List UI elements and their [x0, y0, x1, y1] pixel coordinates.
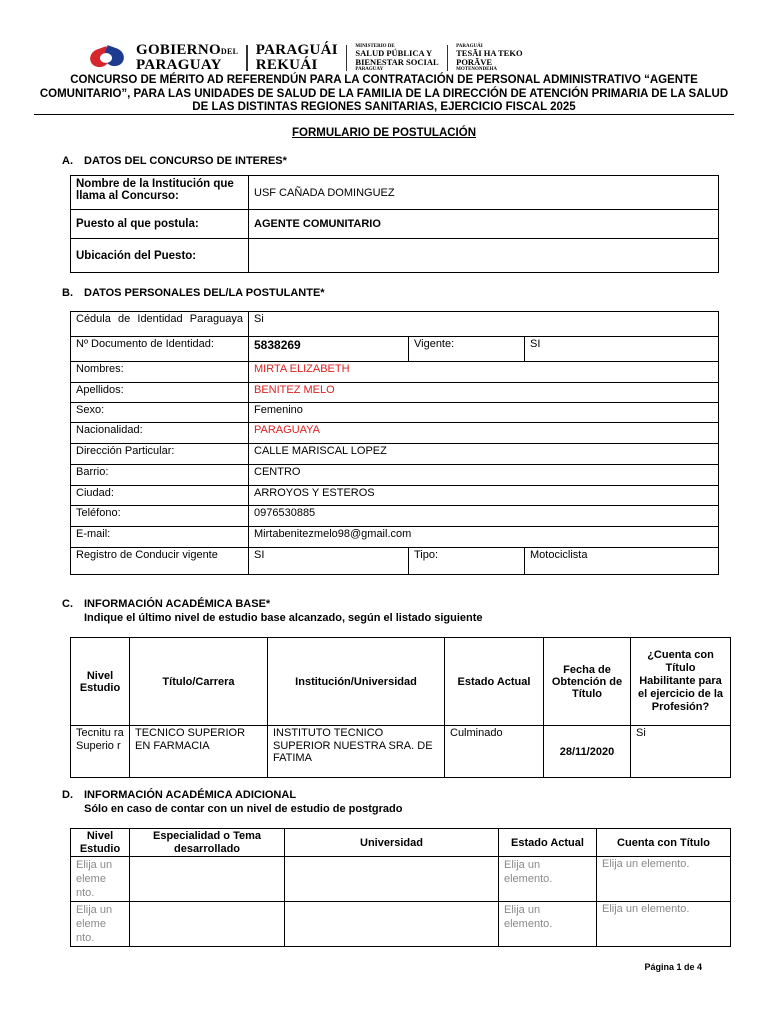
form-title: FORMULARIO DE POSTULACIÓN	[292, 127, 476, 139]
institucion-field[interactable]: INSTITUTO TECNICO SUPERIOR NUESTRA SRA. DE FATIMA	[268, 726, 445, 778]
nacionalidad-label: Nacionalidad:	[71, 423, 249, 444]
email-field[interactable]: Mirtabenitezmelo98@gmail.com	[249, 527, 719, 548]
table-row	[71, 548, 719, 575]
especialidad-field[interactable]	[130, 857, 285, 902]
table-row	[71, 444, 719, 465]
table-header-row	[71, 829, 731, 857]
apellidos-label: Apellidos:	[71, 383, 249, 403]
habilitante-field[interactable]: Si	[631, 726, 731, 778]
col-header: Universidad	[285, 829, 499, 857]
table-row	[71, 486, 719, 506]
nivel-dropdown[interactable]: Elija un eleme nto.	[71, 902, 130, 947]
gobierno-logo-text: GOBIERNODEL PARAGUAY	[136, 42, 239, 73]
titulo-field[interactable]: TECNICO SUPERIOR EN FARMACIA	[130, 726, 268, 778]
col-header: Institución/Universidad	[268, 638, 445, 726]
logo-divider	[346, 45, 348, 71]
location-label: Ubicación del Puesto:	[71, 239, 249, 273]
col-header: Especialidad o Tema desarrollado	[130, 829, 285, 857]
location-field[interactable]	[249, 239, 719, 273]
col-header: Nivel Estudio	[71, 638, 130, 726]
col-header: Título/Carrera	[130, 638, 268, 726]
section-a-table	[70, 175, 719, 273]
tipo-label: Tipo:	[409, 548, 525, 575]
table-row	[71, 176, 719, 210]
table-row	[71, 403, 719, 423]
paraguay-crest-logo	[88, 45, 132, 71]
nivel-field[interactable]: Tecnitu ra Superio r	[71, 726, 130, 778]
table-row	[71, 239, 719, 273]
institution-label: Nombre de la Institución que llama al Concurso:	[71, 176, 249, 210]
direccion-label: Dirección Particular:	[71, 444, 249, 465]
telefono-field[interactable]: 0976530885	[249, 506, 719, 527]
title-divider	[34, 114, 734, 115]
position-field[interactable]: AGENTE COMUNITARIO	[249, 210, 719, 239]
sexo-field[interactable]: Femenino	[249, 403, 719, 423]
section-c-table	[70, 637, 731, 778]
ministerio-logo-text: MINISTERIO DE SALUD PÚBLICA Y BIENESTAR SOCIAL PARAGUAY	[355, 44, 439, 72]
nivel-dropdown[interactable]: Elija un eleme nto.	[71, 857, 130, 902]
table-row	[71, 383, 719, 403]
contest-title: CONCURSO DE MÉRITO AD REFERENDÚN PARA LA CONTRATACIÓN DE PERSONAL ADMINISTRATIVO “AGENTE COMUNITARIO”, PARA LAS UNIDADES DE SALUD DE LA FAMILIA DE LA DIRECCIÓN DE ATENCIÓN PRIMARIA DE LA SALUD DE LAS DISTINTAS REGIONES SANITARIAS, EJERCICIO FISCAL 2025	[39, 74, 729, 113]
guarani-logo-text: PARAGUÁI TESÃI HA TEKO PORÃVE MOTENONDEHA	[456, 44, 523, 72]
table-row	[71, 726, 731, 778]
section-a-heading: A. DATOS DEL CONCURSO DE INTERES*	[62, 155, 287, 167]
registro-label: Registro de Conducir vigente	[71, 548, 249, 575]
nombres-label: Nombres:	[71, 362, 249, 383]
section-d-table	[70, 828, 731, 947]
table-row	[71, 465, 719, 486]
barrio-label: Barrio:	[71, 465, 249, 486]
section-d-subheading: Sólo en caso de contar con un nivel de estudio de postgrado	[84, 803, 403, 815]
registro-field[interactable]: SI	[249, 548, 409, 575]
table-row	[71, 857, 731, 902]
col-header: Estado Actual	[445, 638, 544, 726]
col-header: Estado Actual	[499, 829, 597, 857]
vigente-label: Vigente:	[409, 337, 525, 362]
nacionalidad-field[interactable]: PARAGUAYA	[249, 423, 719, 444]
table-row	[71, 902, 731, 947]
table-header-row	[71, 638, 731, 726]
doc-number-label: Nº Documento de Identidad:	[71, 337, 249, 362]
col-header: Cuenta con Título	[597, 829, 731, 857]
ciudad-label: Ciudad:	[71, 486, 249, 506]
tipo-field[interactable]: Motociclista	[525, 548, 719, 575]
col-header: ¿Cuenta con Título Habilitante para el ejercicio de la Profesión?	[631, 638, 731, 726]
estado-dropdown[interactable]: Elija un elemento.	[499, 902, 597, 947]
table-row	[71, 362, 719, 383]
table-row	[71, 506, 719, 527]
telefono-label: Teléfono:	[71, 506, 249, 527]
page-number: Página 1 de 4	[644, 962, 702, 972]
section-b-heading: B. DATOS PERSONALES DEL/LA POSTULANTE*	[62, 287, 325, 299]
logo-divider	[447, 45, 449, 71]
ciudad-field[interactable]: ARROYOS Y ESTEROS	[249, 486, 719, 506]
apellidos-field[interactable]: BENITEZ MELO	[249, 383, 719, 403]
section-d-heading: D. INFORMACIÓN ACADÉMICA ADICIONAL	[62, 789, 297, 801]
institution-field[interactable]: USF CAÑADA DOMINGUEZ	[249, 176, 719, 210]
universidad-field[interactable]	[285, 857, 499, 902]
position-label: Puesto al que postula:	[71, 210, 249, 239]
section-c-heading: C. INFORMACIÓN ACADÉMICA BASE*	[62, 598, 271, 610]
sexo-label: Sexo:	[71, 403, 249, 423]
paraguai-logo-text: PARAGUÁI REKUÁI	[255, 42, 338, 73]
fecha-field[interactable]: 28/11/2020	[544, 726, 631, 778]
nombres-field[interactable]: MIRTA ELIZABETH	[249, 362, 719, 383]
email-label: E-mail:	[71, 527, 249, 548]
col-header: Fecha de Obtención de Título	[544, 638, 631, 726]
table-row	[71, 337, 719, 362]
section-c-subheading: Indique el último nivel de estudio base alcanzado, según el listado siguiente	[84, 612, 483, 624]
estado-field[interactable]: Culminado	[445, 726, 544, 778]
barrio-field[interactable]: CENTRO	[249, 465, 719, 486]
col-header: Nivel Estudio	[71, 829, 130, 857]
titulo-dropdown[interactable]: Elija un elemento.	[597, 902, 731, 947]
header-logos	[88, 44, 523, 72]
direccion-field[interactable]: CALLE MARISCAL LOPEZ	[249, 444, 719, 465]
universidad-field[interactable]	[285, 902, 499, 947]
estado-dropdown[interactable]: Elija un elemento.	[499, 857, 597, 902]
vigente-field[interactable]: SI	[525, 337, 719, 362]
cedula-label: Cédula de Identidad Paraguaya	[71, 312, 249, 337]
table-row	[71, 423, 719, 444]
titulo-dropdown[interactable]: Elija un elemento.	[597, 857, 731, 902]
table-row	[71, 527, 719, 548]
doc-number-field[interactable]: 5838269	[249, 337, 409, 362]
section-b-table	[70, 311, 719, 575]
logo-divider	[246, 45, 248, 71]
cedula-field[interactable]: Si	[249, 312, 719, 337]
especialidad-field[interactable]	[130, 902, 285, 947]
table-row	[71, 210, 719, 239]
table-row	[71, 312, 719, 337]
